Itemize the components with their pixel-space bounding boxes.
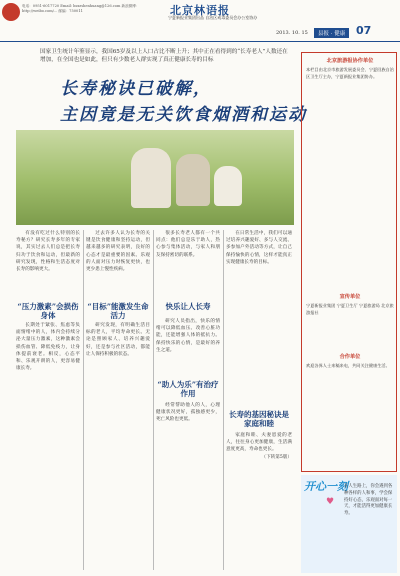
sidebar-title: 北京旅游报协作单位 <box>326 58 374 64</box>
article-column-2 <box>86 230 150 273</box>
continued-note: （下转第5版） <box>261 454 292 460</box>
heart-icon: ♥ <box>326 497 335 507</box>
column-paragraph: 很多长寿老人都有一个共同点：他们总是乐于助人，热心参与集体活动，与家人和朋友保持密切的联系。 <box>156 231 220 258</box>
column-subhead: “目标”能激发生命活力 <box>87 302 149 320</box>
article-column-3c <box>156 402 220 424</box>
column-divider <box>153 230 154 570</box>
article-column-1 <box>16 230 80 273</box>
photo-person <box>131 148 171 208</box>
column-subhead: 快乐让人长寿 <box>165 302 211 311</box>
column-paragraph: 在日常生活中，我们可以通过培养兴趣爱好、多与人交流、多参加户外活动等方式，让自己保持愉快的心情，这样才能真正实现健康长寿的目标。 <box>226 231 292 265</box>
sidebar-box <box>301 52 397 472</box>
column-paragraph: 有没有吃过什么特别的长寿秘方？研究长寿多年的专家说，其实过去人们总是把长寿归功于饮食和运动，但最新的研究发现，性格和生活态度对长寿的影响更大。 <box>16 231 80 273</box>
article-column-1b <box>16 322 80 572</box>
article-headline <box>60 76 307 128</box>
sidebar-text: 宁夏新报业集团 宁夏卫生厅 宁夏旅游局 北京旅游报社 <box>306 303 394 315</box>
column-subhead: 长寿的基因秘诀是家庭和睦 <box>229 410 289 428</box>
photo-person <box>214 166 242 206</box>
page-number: 07 <box>356 24 372 37</box>
article-column-3b <box>156 318 220 354</box>
masthead-title: 北京林语报 <box>170 4 230 17</box>
sidebar-text: 欢迎各界人士来稿来电，共同关注健康生活。 <box>306 363 390 368</box>
sidebar-text: 本栏目由北京市旅游发展委员会、宁夏回族自治区卫生厅主办，宁夏新报业集团协办。 <box>306 67 394 79</box>
article-column-4b <box>226 432 292 461</box>
contact-info: 电话：0951-6017720 Email: hsxzshenhuang@126.com 新浪微博：http://weibo.com/... 邮编：750011 <box>22 4 140 13</box>
column-subhead: “压力激素”会损伤身体 <box>17 302 79 320</box>
sidebar-title: 合作单位 <box>339 354 361 360</box>
issue-date: 2013. 10. 15 <box>276 30 308 36</box>
masthead-emblem-icon <box>2 3 20 21</box>
column-paragraph: 长期处于紧张、焦虑等负面情绪中的人，体内会持续分泌大量压力激素，这种激素会损伤血管、降低免疫力，让身体提前衰老。相反，心态平和、乐观开朗的人，更容易健康长寿。 <box>16 323 80 372</box>
headline-line-1: 长寿秘诀已破解， <box>60 79 212 99</box>
column-paragraph: 研究发现，有明确生活目标的老人，平均寿命更长。无论是照顾家人、培养兴趣爱好，还是参与社区活动，都能让人保持积极的状态。 <box>86 323 150 357</box>
article-teaser: 国家卫生统计年鉴显示，我国65岁及以上人口占比不断上升；其中正在看得到的“长寿老人”人数还在增加，在全国也是如此，但只有少数老人群实现了真正健康长寿的目标 <box>40 49 288 63</box>
article-column-2b <box>86 322 150 358</box>
column-paragraph: 家庭和睦、夫妻恩爱的老人，往往身心更加健康，生活满意度更高，寿命也更长。 <box>226 433 292 453</box>
page-header <box>0 0 400 42</box>
article-column-4 <box>226 230 292 266</box>
column-divider <box>83 230 84 570</box>
column-paragraph: 过去许多人认为长寿的关键是饮食健康和坚持运动，但越来越多的研究表明，良好的心态才是最重要的因素。乐观的人面对压力时恢复更快，也更少患上慢性疾病。 <box>86 231 150 273</box>
photo-person <box>176 154 210 206</box>
sidebar-title: 宣传单位 <box>339 294 361 300</box>
humor-box-logo: 开心一刻 <box>304 480 348 493</box>
column-divider <box>223 230 224 570</box>
column-paragraph: 研究人员指出，快乐的情绪可以降低血压、改善心脏功能，还能增强人体的抵抗力。保持快乐的心情，是最好的养生之道。 <box>156 319 220 353</box>
article-column-3 <box>156 230 220 259</box>
masthead-subtitle: 宁夏新报业集团出品 自治区戒毒委员会办公室协办 <box>168 15 258 20</box>
family-photo <box>16 130 294 225</box>
column-subhead: “助人为乐”有治疗作用 <box>157 380 219 398</box>
column-paragraph: 经常帮助他人的人，心理健康状况更好，孤独感更少，死亡风险也更低。 <box>156 403 220 423</box>
section-label: 县报 · 健康 <box>314 28 349 38</box>
humor-box-text: 在人生路上，你会遇到各种各样的人和事，学会保持好心态，乐观面对每一天，才能活得更加健康长寿。 <box>344 484 393 517</box>
headline-line-2: 主因竟是无关饮食烟酒和运动 <box>60 105 307 125</box>
